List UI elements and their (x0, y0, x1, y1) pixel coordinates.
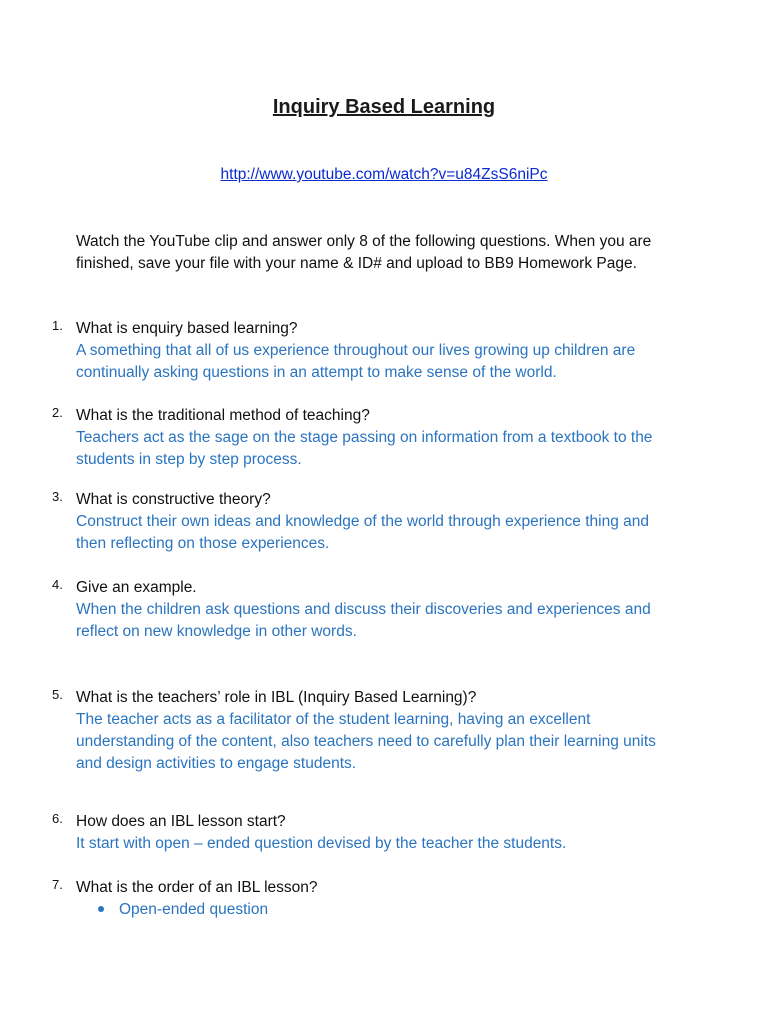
answer (76, 511, 716, 555)
question-number: 3. (52, 489, 63, 504)
instructions (76, 231, 706, 275)
answer-line: Construct their own ideas and knowledge of the world through experience thing and (76, 513, 650, 530)
answer-line: reflect on new knowledge in other words. (76, 623, 357, 640)
answer-line: understanding of the content, also teachers need to carefully plan their learning units (76, 733, 656, 750)
bullet-item (98, 899, 268, 921)
question-text: What is the order of an IBL lesson? (76, 879, 318, 896)
answer (76, 340, 716, 384)
answer-line: Teachers act as the sage on the stage passing on information from a textbook to the (76, 429, 653, 446)
question-number: 7. (52, 877, 63, 892)
question-text: What is the teachers’ role in IBL (Inquiry Based Learning)? (76, 689, 477, 706)
answer (76, 833, 716, 855)
question-text: What is the traditional method of teaching? (76, 407, 370, 424)
bullet-dot-icon (98, 906, 104, 912)
answer (76, 599, 716, 643)
answer (76, 709, 716, 775)
instructions-line-2: finished, save your file with your name & ID# and upload to BB9 Homework Page. (76, 255, 637, 272)
answer-line: The teacher acts as a facilitator of the student learning, having an excellent (76, 711, 591, 728)
answer-line: students in step by step process. (76, 451, 302, 468)
question-text: What is constructive theory? (76, 491, 271, 508)
question-number: 1. (52, 318, 63, 333)
answer-line: A something that all of us experience throughout our lives growing up children are (76, 342, 636, 359)
question-text: What is enquiry based learning? (76, 320, 298, 337)
document-title: Inquiry Based Learning (272, 96, 496, 118)
question-number: 2. (52, 405, 63, 420)
answer (76, 427, 716, 471)
answer-line: It start with open – ended question devised by the teacher the students. (76, 835, 567, 852)
instructions-line-1: Watch the YouTube clip and answer only 8 of the following questions. When you are (76, 233, 652, 250)
bullet-text: Open-ended question (119, 901, 269, 918)
question-number: 6. (52, 811, 63, 826)
question-number: 4. (52, 577, 63, 592)
answer-line: then reflecting on those experiences. (76, 535, 330, 552)
youtube-link[interactable]: http://www.youtube.com/watch?v=u84ZsS6niPc (220, 166, 548, 183)
question-number: 5. (52, 687, 63, 702)
answer-line: continually asking questions in an attempt to make sense of the world. (76, 364, 557, 381)
question-text: How does an IBL lesson start? (76, 813, 286, 830)
answer-line: When the children ask questions and discuss their discoveries and experiences and (76, 601, 651, 618)
answer-line: and design activities to engage students. (76, 755, 357, 772)
question-text: Give an example. (76, 579, 197, 596)
